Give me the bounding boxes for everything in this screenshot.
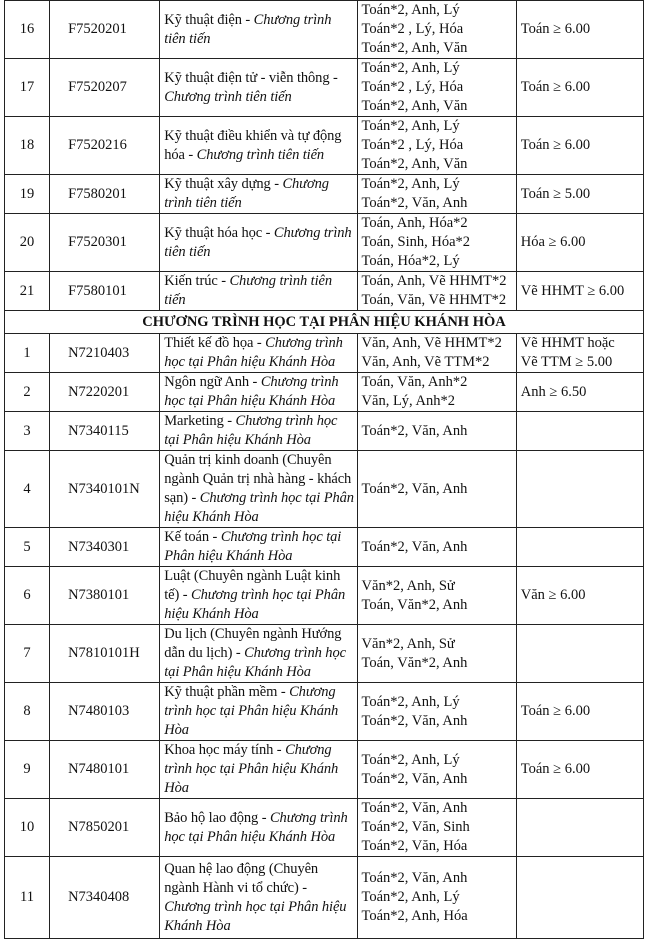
- program-name-line: [164, 860, 352, 879]
- subject-combinations: [357, 214, 516, 272]
- row-number: 18: [5, 117, 50, 175]
- subject-combinations: [357, 683, 516, 741]
- program-name-italic: Chương trình học: [244, 645, 346, 661]
- program-name-line: [164, 470, 352, 489]
- subject-combination: Toán*2, Anh, Lý: [361, 889, 460, 905]
- program-name-line: [164, 567, 352, 586]
- subject-combination: Toán*2, Anh, Hóa: [361, 908, 468, 924]
- program-name-line: [164, 146, 352, 165]
- program-name-italic: Hòa: [164, 780, 189, 796]
- program-code: F7580201: [50, 175, 160, 214]
- subject-combination: Toán*2, Văn, Anh: [361, 800, 468, 816]
- subject-combinations: [357, 175, 516, 214]
- table-row: [5, 528, 644, 567]
- program-name: [160, 683, 357, 741]
- program-name-text: dẫn du lịch) -: [164, 645, 245, 661]
- program-name-line: [164, 334, 352, 353]
- program-code: N7220201: [50, 373, 160, 412]
- score-condition: [516, 373, 643, 412]
- subject-combinations: [357, 528, 516, 567]
- program-name-line: [164, 127, 352, 146]
- program-name-line: [164, 644, 352, 663]
- subject-combination: Toán*2, Anh, Văn: [361, 98, 468, 114]
- program-name-italic: Chương trình: [269, 809, 348, 826]
- program-name-line: [164, 30, 352, 49]
- subject-combination: Toán, Hóa*2, Lý: [361, 253, 460, 269]
- program-name-italic: Chương trình học tại Phân: [199, 490, 354, 506]
- subject-combination: Toán*2 , Lý, Hóa: [361, 21, 464, 37]
- subject-combination: Văn*2, Anh, Sử: [361, 635, 455, 652]
- program-name-italic: Chương trình tiên tiến: [196, 146, 325, 163]
- program-code: N7850201: [50, 799, 160, 857]
- program-name: [160, 799, 357, 857]
- score-condition: [516, 175, 643, 214]
- program-name-line: [164, 779, 352, 798]
- program-name: [160, 451, 357, 528]
- program-name-text: Quan hệ lao động (Chuyên: [164, 860, 319, 877]
- program-name-text: Kiến trúc -: [164, 273, 230, 289]
- program-name-text: Thiết kế đồ họa -: [164, 335, 266, 351]
- subject-combination: Văn*2, Anh, Sử: [361, 577, 455, 594]
- score-condition: [516, 412, 643, 451]
- program-name-line: [164, 243, 352, 262]
- score-condition: [516, 799, 643, 857]
- program-name-italic: hiệu Khánh Hòa: [164, 509, 259, 525]
- table-row: [5, 117, 644, 175]
- program-name: [160, 373, 357, 412]
- subject-combinations: [357, 412, 516, 451]
- subject-combination: Toán*2, Văn, Anh: [361, 422, 468, 439]
- table-row: [5, 683, 644, 741]
- program-name-italic: Chương trình tiên: [229, 273, 333, 289]
- program-name: [160, 857, 357, 939]
- program-code: F7580101: [50, 272, 160, 311]
- program-name-italic: Chương trình: [273, 224, 352, 241]
- program-name-italic: Chương trình học: [235, 413, 338, 429]
- table-row: [5, 59, 644, 117]
- subject-combination: Toán*2 , Lý, Hóa: [361, 79, 464, 95]
- subject-combinations: [357, 334, 516, 373]
- row-number: 16: [5, 1, 50, 59]
- subject-combination: Toán*2, Anh, Lý: [361, 693, 460, 710]
- program-name-line: [164, 88, 352, 107]
- program-code: N7380101: [50, 567, 160, 625]
- score-condition: [516, 528, 643, 567]
- table-row: [5, 214, 644, 272]
- program-name-text: ngành Hành vi tổ chức) -: [164, 879, 307, 896]
- program-name: [160, 272, 357, 311]
- program-name-text: Marketing -: [164, 413, 236, 429]
- subject-combinations: [357, 451, 516, 528]
- score-condition-line: Toán ≥ 6.00: [520, 79, 591, 95]
- program-name-line: [164, 663, 352, 682]
- score-condition-line: Hóa ≥ 6.00: [520, 234, 586, 250]
- program-name-italic: trình học tại Phân hiệu Khánh: [164, 703, 339, 719]
- score-condition: [516, 214, 643, 272]
- subject-combinations: [357, 373, 516, 412]
- program-name: [160, 59, 357, 117]
- program-name-italic: học tại Phân hiệu Khánh Hòa: [164, 354, 336, 370]
- program-code: F7520201: [50, 1, 160, 59]
- program-name-italic: trình học tại Phân hiệu Khánh: [164, 761, 339, 777]
- row-number: 9: [5, 741, 50, 799]
- program-name-text: tế) -: [164, 587, 192, 603]
- program-name: [160, 334, 357, 373]
- subject-combination: Toán*2, Anh, Lý: [361, 751, 460, 768]
- row-number: 21: [5, 272, 50, 311]
- row-number: 19: [5, 175, 50, 214]
- subject-combination: Toán*2, Anh, Lý: [361, 118, 460, 134]
- subject-combination: Toán*2, Văn, Anh: [361, 538, 468, 555]
- program-name-text: Kỹ thuật phần mềm -: [164, 684, 290, 700]
- row-number: 4: [5, 451, 50, 528]
- subject-combination: Toán*2, Anh, Lý: [361, 2, 460, 18]
- table-row: [5, 373, 644, 412]
- program-name-text: hóa -: [164, 146, 197, 163]
- score-condition-line: Vẽ HHMT hoặc: [520, 335, 615, 351]
- subject-combination: Văn, Lý, Anh*2: [361, 393, 455, 409]
- row-number: 1: [5, 334, 50, 373]
- subject-combination: Toán, Văn*2, Anh: [361, 596, 468, 613]
- program-name-text: Ngôn ngữ Anh -: [164, 374, 261, 390]
- subject-combinations: [357, 59, 516, 117]
- program-name-line: [164, 625, 352, 644]
- program-name-italic: học tại Phân hiệu Khánh Hòa: [164, 393, 336, 409]
- program-name-line: [164, 828, 352, 847]
- score-condition-line: Toán ≥ 6.00: [520, 761, 591, 777]
- program-name-line: [164, 272, 352, 291]
- subject-combinations: [357, 117, 516, 175]
- score-condition-line: Văn ≥ 6.00: [520, 587, 586, 603]
- score-condition-line: Toán ≥ 6.00: [520, 137, 591, 153]
- subject-combination: Toán, Sinh, Hóa*2: [361, 234, 471, 250]
- row-number: 2: [5, 373, 50, 412]
- subject-combination: Toán*2, Văn, Anh: [361, 870, 468, 886]
- subject-combinations: [357, 625, 516, 683]
- program-name-line: [164, 194, 352, 213]
- score-condition: [516, 117, 643, 175]
- program-name-line: [164, 451, 352, 470]
- program-name-text: Quản trị kinh doanh (Chuyên: [164, 452, 332, 468]
- program-name: [160, 1, 357, 59]
- program-code: N7480101: [50, 741, 160, 799]
- program-name-line: [164, 489, 352, 508]
- subject-combination: Toán*2, Văn, Hóa: [361, 838, 468, 854]
- program-code: N7340301: [50, 528, 160, 567]
- program-name-italic: Hòa: [164, 722, 189, 738]
- program-name-line: [164, 879, 352, 898]
- program-name-italic: Chương trình học tại Phân: [191, 587, 346, 603]
- program-code: F7520216: [50, 117, 160, 175]
- program-name-italic: Chương trình học tại: [220, 529, 342, 545]
- program-name: [160, 175, 357, 214]
- program-name-italic: Chương: [289, 684, 336, 700]
- subject-combinations: [357, 567, 516, 625]
- subject-combination: Toán*2, Anh, Lý: [361, 60, 460, 76]
- program-code: F7520301: [50, 214, 160, 272]
- program-name-italic: trình tiên tiến: [164, 195, 242, 211]
- subject-combination: Toán, Anh, Vẽ HHMT*2: [361, 273, 507, 289]
- score-condition: [516, 625, 643, 683]
- subject-combination: Toán*2 , Lý, Hóa: [361, 137, 464, 153]
- program-name: [160, 412, 357, 451]
- score-condition: [516, 741, 643, 799]
- program-name-text: Bảo hộ lao động -: [164, 809, 270, 826]
- program-name-text: Kế toán -: [164, 529, 221, 545]
- table-row: [5, 412, 644, 451]
- score-condition: [516, 857, 643, 939]
- subject-combination: Toán*2, Văn, Anh: [361, 770, 468, 787]
- table-body-khanh-hoa: [5, 334, 644, 939]
- program-name-text: Du lịch (Chuyên ngành Hướng: [164, 626, 342, 642]
- subject-combination: Toán, Văn, Anh*2: [361, 374, 468, 390]
- program-name-line: [164, 547, 352, 566]
- program-name-line: [164, 431, 352, 450]
- program-name-text: Kỹ thuật điện -: [164, 11, 254, 28]
- program-name-line: [164, 898, 352, 917]
- subject-combination: Văn, Anh, Vẽ TTM*2: [361, 354, 490, 370]
- section-title: CHƯƠNG TRÌNH HỌC TẠI PHÂN HIỆU KHÁNH HÒA: [5, 311, 644, 334]
- score-condition-line: Toán ≥ 5.00: [520, 185, 591, 202]
- table-row: [5, 451, 644, 528]
- program-name-line: [164, 760, 352, 779]
- program-name-line: [164, 605, 352, 624]
- program-name-line: [164, 392, 352, 411]
- row-number: 6: [5, 567, 50, 625]
- program-name-line: [164, 528, 352, 547]
- program-name-line: [164, 508, 352, 527]
- row-number: 8: [5, 683, 50, 741]
- program-name-line: [164, 412, 352, 431]
- program-name-italic: Phân hiệu Khánh Hòa: [164, 548, 293, 564]
- score-condition-line: Vẽ HHMT ≥ 6.00: [520, 282, 625, 299]
- table-row: [5, 334, 644, 373]
- program-name-italic: Chương trình: [253, 11, 332, 28]
- program-name: [160, 741, 357, 799]
- program-name-text: Kỹ thuật điều khiển và tự động: [164, 127, 342, 144]
- program-name-line: [164, 683, 352, 702]
- program-name-italic: tiên tiến: [164, 30, 211, 47]
- program-name: [160, 528, 357, 567]
- program-name-italic: tại Phân hiệu Khánh Hòa: [164, 432, 311, 448]
- program-name: [160, 214, 357, 272]
- subject-combinations: [357, 857, 516, 939]
- table-row: [5, 741, 644, 799]
- program-code: N7340408: [50, 857, 160, 939]
- program-name-italic: học tại Phân hiệu Khánh Hòa: [164, 828, 336, 845]
- program-name-line: [164, 917, 352, 936]
- program-name: [160, 567, 357, 625]
- score-condition-line: Vẽ TTM ≥ 5.00: [520, 354, 613, 370]
- subject-combinations: [357, 272, 516, 311]
- program-name-italic: hiệu Khánh Hòa: [164, 606, 259, 622]
- table-row: [5, 175, 644, 214]
- subject-combinations: [357, 741, 516, 799]
- subject-combination: Toán*2, Văn, Anh: [361, 195, 468, 211]
- program-name-italic: Khánh Hòa: [164, 917, 231, 934]
- subject-combination: Toán*2, Văn, Anh: [361, 712, 468, 729]
- score-condition: [516, 272, 643, 311]
- program-name-text: ngành Quản trị nhà hàng - khách: [164, 471, 352, 487]
- subject-combinations: [357, 1, 516, 59]
- program-name-italic: tiên tiến: [164, 243, 211, 260]
- score-condition-line: Anh ≥ 6.50: [520, 383, 587, 400]
- admission-table: [4, 0, 644, 939]
- program-code: N7480103: [50, 683, 160, 741]
- program-code: F7520207: [50, 59, 160, 117]
- subject-combination: Toán*2, Anh, Văn: [361, 40, 468, 56]
- score-condition: [516, 567, 643, 625]
- row-number: 20: [5, 214, 50, 272]
- program-name-line: [164, 702, 352, 721]
- score-condition: [516, 683, 643, 741]
- program-name-italic: tiến: [164, 292, 186, 308]
- program-name-text: sạn) -: [164, 490, 200, 506]
- subject-combination: Toán, Anh, Hóa*2: [361, 215, 468, 231]
- table-row: [5, 857, 644, 939]
- table-row: [5, 625, 644, 683]
- program-code: N7210403: [50, 334, 160, 373]
- subject-combination: Toán*2, Văn, Sinh: [361, 819, 470, 835]
- table-body-advanced-programs: [5, 1, 644, 311]
- subject-combination: Toán*2, Anh, Văn: [361, 156, 468, 172]
- table-row: [5, 272, 644, 311]
- subject-combination: Toán*2, Văn, Anh: [361, 480, 468, 497]
- program-code: N7340115: [50, 412, 160, 451]
- table-row: [5, 1, 644, 59]
- program-name-line: [164, 224, 352, 243]
- subject-combination: Toán, Văn*2, Anh: [361, 654, 468, 671]
- subject-combinations: [357, 799, 516, 857]
- row-number: 7: [5, 625, 50, 683]
- subject-combination: Văn, Anh, Vẽ HHMT*2: [361, 335, 502, 351]
- program-name-line: [164, 175, 352, 194]
- program-name-line: [164, 353, 352, 372]
- subject-combination: Toán, Văn, Vẽ HHMT*2: [361, 292, 507, 308]
- program-name-italic: Chương trình: [265, 335, 343, 351]
- program-name: [160, 117, 357, 175]
- program-name-text: Luật (Chuyên ngành Luật kinh: [164, 568, 341, 584]
- score-condition-line: Toán ≥ 6.00: [520, 21, 591, 37]
- row-number: 17: [5, 59, 50, 117]
- program-name-line: [164, 69, 352, 88]
- program-name-line: [164, 291, 352, 310]
- program-name-italic: Chương trình học tại Phân hiệu: [164, 898, 347, 915]
- program-name-italic: Chương trình: [260, 374, 339, 390]
- score-condition: [516, 334, 643, 373]
- row-number: 11: [5, 857, 50, 939]
- program-code: N7810101H: [50, 625, 160, 683]
- program-name-italic: Chương: [285, 742, 332, 758]
- program-name-line: [164, 11, 352, 30]
- row-number: 10: [5, 799, 50, 857]
- section-header-row: [5, 311, 644, 334]
- subject-combination: Toán*2, Anh, Lý: [361, 176, 460, 192]
- program-name: [160, 625, 357, 683]
- program-code: N7340101N: [50, 451, 160, 528]
- score-condition: [516, 451, 643, 528]
- program-name-text: Kỹ thuật xây dựng -: [164, 176, 283, 192]
- score-condition: [516, 59, 643, 117]
- program-name-italic: tại Phân hiệu Khánh Hòa: [164, 664, 311, 680]
- program-name-line: [164, 373, 352, 392]
- table-row: [5, 567, 644, 625]
- score-condition: [516, 1, 643, 59]
- program-name-text: Kỹ thuật hóa học -: [164, 224, 274, 241]
- program-name-text: Khoa học máy tính -: [164, 742, 286, 758]
- program-name-line: [164, 809, 352, 828]
- program-name-line: [164, 721, 352, 740]
- program-name-line: [164, 741, 352, 760]
- table-section: [5, 311, 644, 334]
- program-name-line: [164, 586, 352, 605]
- row-number: 3: [5, 412, 50, 451]
- table-row: [5, 799, 644, 857]
- program-name-italic: Chương trình tiên tiến: [164, 88, 292, 105]
- row-number: 5: [5, 528, 50, 567]
- score-condition-line: Toán ≥ 6.00: [520, 703, 591, 719]
- program-name-text: Kỹ thuật điện tử - viễn thông -: [164, 69, 338, 86]
- program-name-italic: Chương: [282, 176, 329, 192]
